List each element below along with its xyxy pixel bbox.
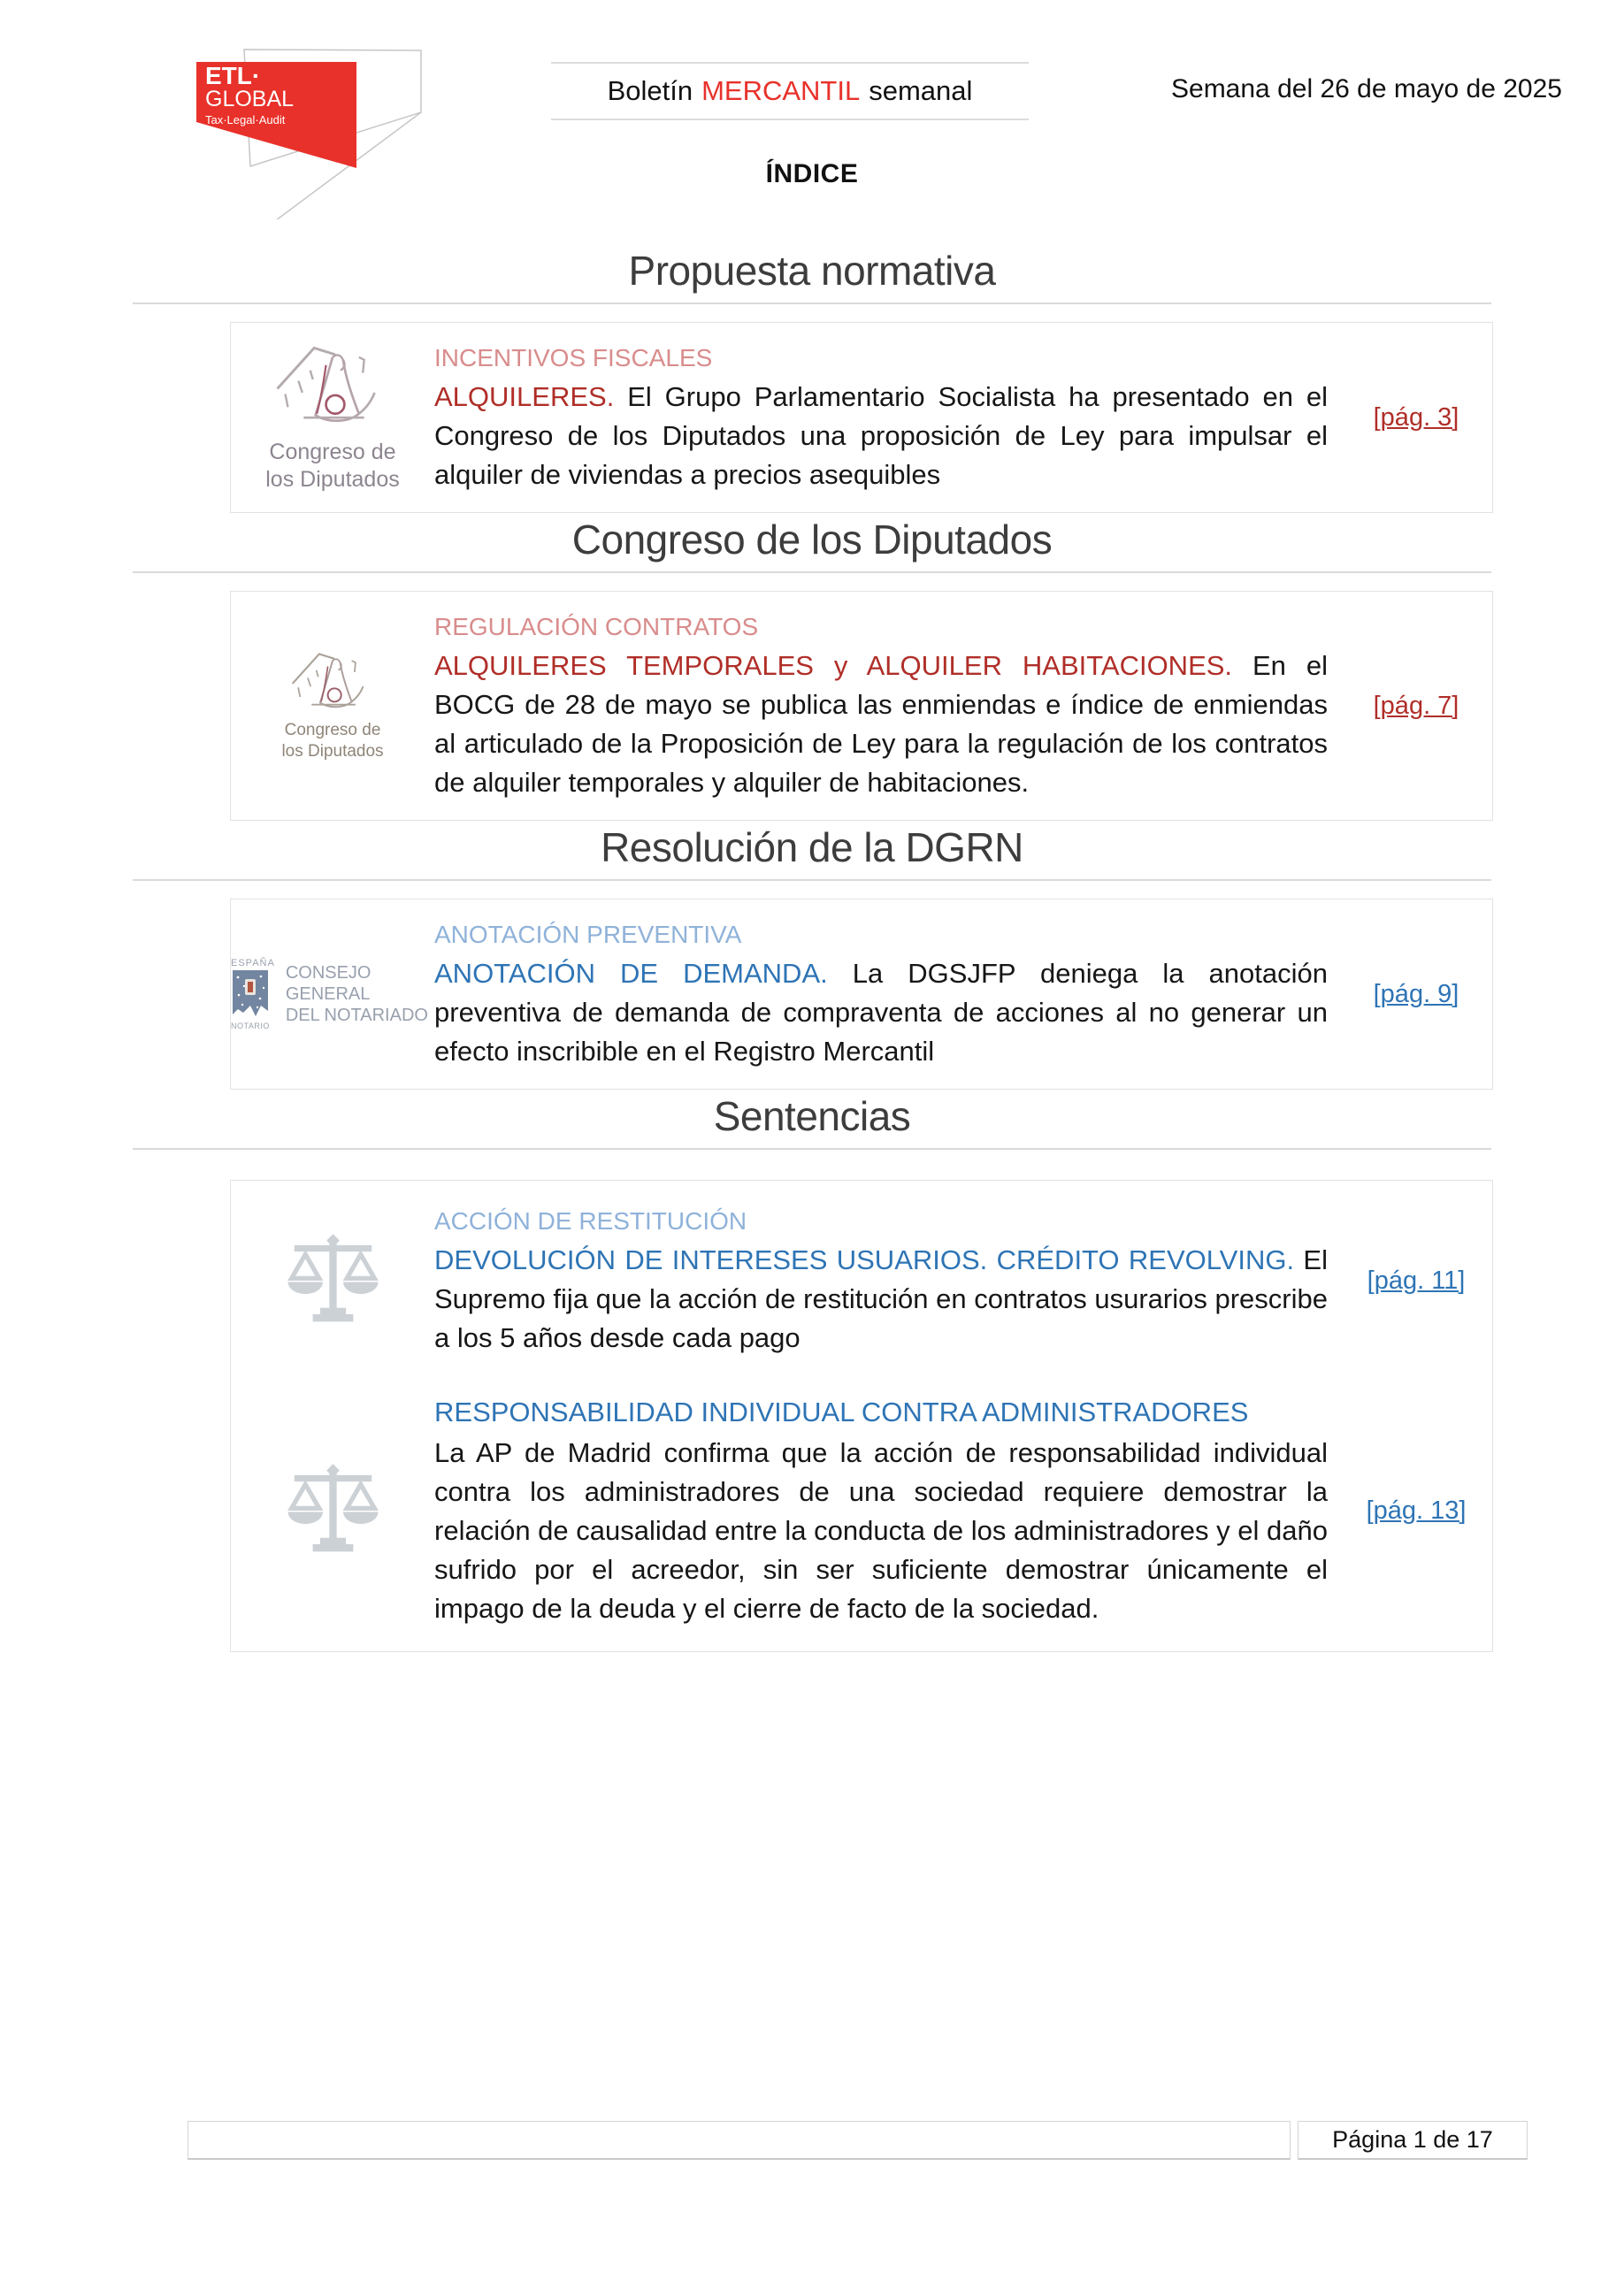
bulletin-title-suffix: semanal — [869, 75, 973, 106]
notariado-logo — [231, 958, 434, 1030]
card-body — [434, 609, 1340, 802]
page-link-column — [1340, 1496, 1492, 1526]
item-summary — [434, 954, 1328, 1071]
congreso-caption-line1: Congreso de — [269, 439, 396, 464]
card-media — [231, 1230, 434, 1332]
item-summary — [434, 1241, 1328, 1358]
section-title: Congreso de los Diputados — [571, 517, 1053, 563]
index-card — [230, 591, 1493, 821]
page-link-pag-11[interactable]: [pág. 11] — [1367, 1266, 1466, 1295]
item-category: ACCIÓN DE RESTITUCIÓN — [434, 1207, 747, 1235]
item-category: REGULACIÓN CONTRATOS — [434, 613, 759, 640]
item-category: INCENTIVOS FISCALES — [434, 344, 713, 371]
scales-of-justice-icon — [278, 1230, 388, 1332]
congreso-lion-icon — [285, 649, 380, 720]
logo-text-global: GLOBAL — [205, 87, 295, 111]
section-propuesta-normativa — [133, 244, 1491, 513]
congreso-logo-caption — [281, 720, 383, 762]
item-category: ANOTACIÓN PREVENTIVA — [434, 921, 742, 948]
item-summary — [434, 647, 1328, 802]
item-headline: ALQUILERES TEMPORALES y ALQUILER HABITACIONES. — [434, 650, 1233, 681]
congreso-caption-line1: Congreso de — [284, 721, 381, 740]
notariado-espana-label: ESPAÑA — [231, 958, 275, 968]
congreso-diputados-logo — [265, 341, 399, 494]
bulletin-title — [551, 62, 1029, 120]
footer-empty-cell — [188, 2121, 1291, 2160]
page-footer — [188, 2121, 1528, 2160]
card-body — [434, 341, 1340, 494]
index-heading: ÍNDICE — [765, 159, 859, 188]
section-divider — [133, 1148, 1491, 1150]
page-link-pag-7[interactable]: [pág. 7] — [1373, 691, 1459, 720]
item-summary-text: En el BOCG de 28 de mayo se publica las enmiendas e índice de enmiendas al articulado de la Proposición de Ley para la regulación de los contratos de alquiler temporales y alquiler de habitaciones. — [434, 650, 1328, 798]
index-card — [230, 899, 1493, 1090]
etl-global-logo-icon — [181, 42, 482, 219]
page-link-pag-13[interactable]: [pág. 13] — [1366, 1496, 1467, 1525]
item-summary — [434, 1434, 1328, 1628]
section-title: Sentencias — [713, 1093, 911, 1139]
bulletin-title-highlight: MERCANTIL — [701, 75, 861, 106]
sentencia-item — [231, 1204, 1492, 1358]
section-title: Propuesta normativa — [628, 248, 996, 294]
item-summary-text: El Grupo Parlamentario Socialista ha presentado en el Congreso de los Diputados una proposición de Ley para impulsar el alquiler de viviendas a precios asequibles — [434, 381, 1328, 490]
congreso-caption-line2: los Diputados — [265, 467, 400, 492]
section-divider — [133, 571, 1491, 573]
item-headline: RESPONSABILIDAD INDIVIDUAL CONTRA ADMINISTRADORES — [434, 1397, 1249, 1427]
item-summary-text: La DGSJFP deniega la anotación preventiva de demanda de compraventa de acciones al no generar un efecto inscribible en el Registro Mercantil — [434, 958, 1328, 1067]
page-link-column — [1340, 692, 1492, 721]
section-divider — [133, 879, 1491, 881]
card-body — [434, 1393, 1340, 1628]
item-headline: ALQUILERES. — [434, 381, 615, 412]
section-resolucion-dgrn — [133, 821, 1491, 1090]
item-headline: DEVOLUCIÓN DE INTERESES USUARIOS. CRÉDITO REVOLVING. — [434, 1244, 1295, 1275]
etl-global-logo — [181, 42, 482, 219]
card-media — [231, 649, 434, 762]
issue-date: Semana del 26 de mayo de 2025 — [1171, 74, 1562, 103]
notariado-name-line1: CONSEJO GENERAL — [285, 963, 372, 1004]
page-number: Página 1 de 17 — [1298, 2121, 1528, 2160]
section-title: Resolución de la DGRN — [601, 824, 1023, 870]
item-summary-text: La AP de Madrid confirma que la acción de responsabilidad individual contra los administradores de una sociedad requiere demostrar la relación de causalidad entre la conducta de los administradores y el daño sufrido por el acreedor, sin ser suficiente demostrar únicamente el impago de la deuda y el cierre de facto de la sociedad. — [434, 1437, 1328, 1624]
item-headline: ANOTACIÓN DE DEMANDA. — [434, 958, 828, 989]
sentencia-item — [231, 1393, 1492, 1628]
scales-of-justice-icon — [278, 1460, 388, 1562]
bulletin-title-prefix: Boletín — [607, 75, 693, 106]
card-media — [231, 341, 434, 494]
logo-text-tagline: Tax·Legal·Audit — [205, 113, 286, 126]
card-media — [231, 1460, 434, 1562]
notariado-name — [286, 962, 434, 1026]
congreso-logo-caption — [265, 439, 399, 494]
notariado-shield-icon — [231, 968, 270, 1022]
index-card — [230, 1180, 1493, 1652]
index-card — [230, 322, 1493, 513]
notariado-emblem — [231, 958, 275, 1030]
page-link-column — [1340, 1267, 1492, 1296]
congreso-lion-icon — [266, 341, 399, 439]
card-body — [434, 917, 1340, 1071]
card-media — [231, 958, 434, 1030]
congreso-diputados-logo — [281, 649, 383, 762]
section-sentencias — [133, 1090, 1491, 1652]
page-link-pag-3[interactable]: [pág. 3] — [1373, 402, 1459, 432]
page-link-pag-9[interactable]: [pág. 9] — [1373, 979, 1459, 1008]
notariado-notario-label: NOTARIO — [231, 1022, 270, 1030]
item-summary — [434, 378, 1328, 494]
section-congreso-diputados — [133, 513, 1491, 821]
notariado-name-line2: DEL NOTARIADO — [285, 1006, 428, 1025]
item-summary-text: El Supremo fija que la acción de restitución en contratos usurarios prescribe a los 5 años desde cada pago — [434, 1244, 1328, 1353]
congreso-caption-line2: los Diputados — [281, 742, 384, 761]
logo-text-etl: ETL· — [205, 62, 261, 89]
card-body — [434, 1204, 1340, 1358]
page-link-column — [1340, 403, 1492, 432]
page-link-column — [1340, 980, 1492, 1009]
section-divider — [133, 302, 1491, 304]
